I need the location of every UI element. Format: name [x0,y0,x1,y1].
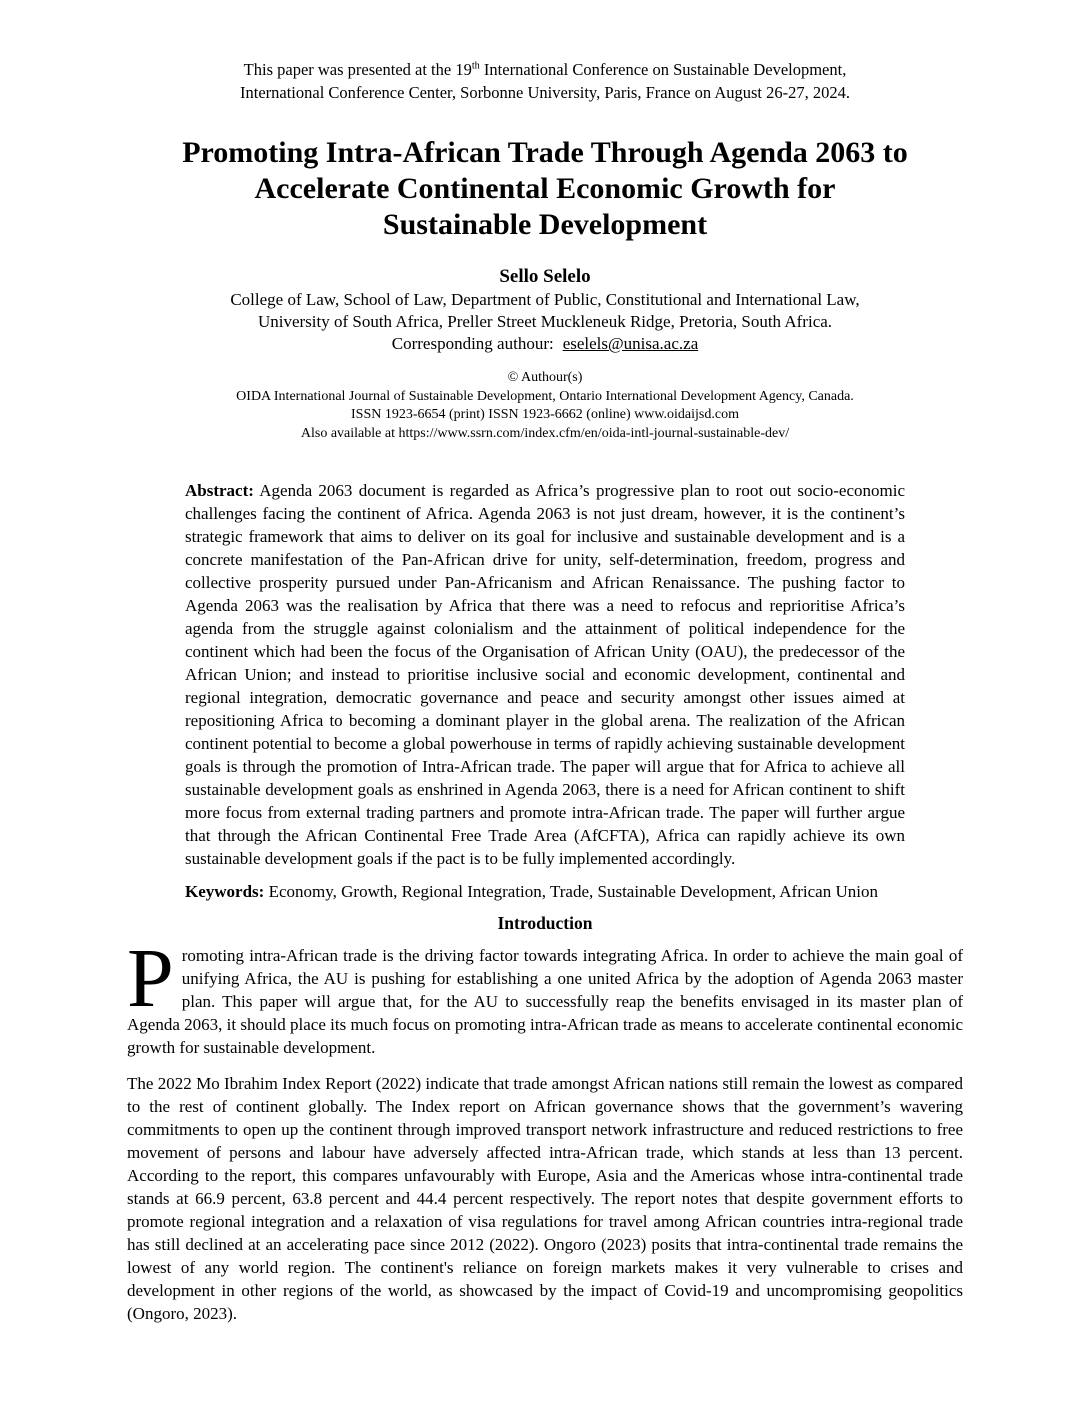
paper-title [127,135,963,243]
keywords-label: Keywords: [185,882,265,901]
conference-note [127,58,963,104]
introduction-heading: Introduction [497,913,593,933]
journal-line: OIDA International Journal of Sustainable Development, Ontario International Development Agency, Canada. [236,388,854,404]
intro-paragraph-2: The 2022 Mo Ibrahim Index Report (2022) indicate that trade amongst African nations still remain the lowest as compared to the rest of continent globally. The Index report on African governance shows that the government’s wavering commitments to open up the continent through improved transport network infrastructure and reduced restrictions to free movement of persons and labour have adversely affected intra-African trade, which stands at less than 13 percent. According to the report, this compares unfavourably with Europe, Asia and the Americas whose intra-continental trade stands at 66.9 percent, 63.8 percent and 44.4 percent respectively. The report notes that despite government efforts to promote regional integration and a relaxation of visa regulations for travel among African countries intra-regional trade has still declined at an accelerating pace since 2012 (2022). Ongoro (2023) posits that intra-continental trade remains the lowest of any world region. The continent's reliance on foreign markets makes it very vulnerable to crises and development in other regions of the world, as showcased by the impact of Covid-19 and uncompromising geopolitics (Ongoro, 2023). [127,1074,963,1323]
abstract-section [185,479,905,870]
corresponding-author-label: Corresponding authour: [391,334,554,353]
drop-cap-letter: P [127,932,174,1025]
intro-paragraph-1 [127,932,963,1059]
author-affiliation-line2: University of South Africa, Preller Street Muckleneuk Ridge, Pretoria, South Africa. [257,312,833,331]
conference-note-line1-continued: International Conference on Sustainable Development, [479,60,847,79]
ordinal-superscript: th [471,60,480,72]
keywords-section [185,880,905,903]
abstract-label: Abstract: [185,481,254,500]
paper-title-line3: Sustainable Development [382,208,708,241]
abstract-text: Agenda 2063 document is regarded as Africa’s progressive plan to root out socio-economic challenges facing the continent of Africa. Agenda 2063 is not just dream, however, it is the continent’s strategic framework that aims to deliver on its goal for inclusive and sustainable development and is a concrete manifestation of the Pan-African drive for unity, self-determination, freedom, progress and collective prosperity pursued under Pan-Africanism and African Renaissance. The pushing factor to Agenda 2063 was the realisation by Africa that there was a need to refocus and reprioritise Africa’s agenda from the struggle against colonialism and the attainment of political independence for the continent which had been the focus of the Organisation of African Unity (OAU), the predecessor of the African Union; and instead to prioritise inclusive social and economic development, continental and regional integration, democratic governance and peace and security amongst other issues aimed at repositioning Africa to becoming a dominant player in the global arena. The realization of the African continent potential to become a global powerhouse in terms of rapidly achieving sustainable development goals is through the promotion of Intra-African trade. The paper will argue that for Africa to achieve all sustainable development goals as enshrined in Agenda 2063, there is a need for African continent to shift more focus from external trading partners and promote intra-African trade. The paper will further argue that through the African Continental Free Trade Area (AfCFTA), Africa can rapidly achieve its own sustainable development goals if the pact is to be fully implemented accordingly. [185,481,905,868]
author-name: Sello Selelo [499,266,591,287]
copyright-line: © Authour(s) [507,370,583,385]
paper-title-line2: Accelerate Continental Economic Growth for [254,172,836,205]
author-affiliation-line1: College of Law, School of Law, Department of Public, Constitutional and International Law, [230,290,860,309]
keywords-text: Economy, Growth, Regional Integration, Trade, Sustainable Development, African Union [264,882,878,901]
author-block [127,264,963,355]
corresponding-author-line [127,333,963,355]
intro-paragraph-1-text: romoting intra-African trade is the driving factor towards integrating Africa. In order to achieve the main goal of unifying Africa, the AU is pushing for establishing a one united Africa by the adoption of Agenda 2063 master plan. This paper will argue that, for the AU to successfully reap the benefits envisaged in its master plan of Agenda 2063, it should place its much focus on promoting intra-African trade as means to accelerate continental economic growth for sustainable development. [127,946,963,1057]
conference-note-line1 [127,58,963,81]
imprint-block [127,369,963,443]
availability-line: Also available at https://www.ssrn.com/index.cfm/en/oida-intl-journal-sustainable-dev/ [300,425,790,441]
paper-title-line1: Promoting Intra-African Trade Through Agenda 2063 to [182,136,908,169]
issn-line: ISSN 1923-6654 (print) ISSN 1923-6662 (online) www.oidaijsd.com [351,407,739,422]
conference-note-line2: International Conference Center, Sorbonne University, Paris, France on August 26-27, 2024. [239,83,850,102]
corresponding-email-link[interactable]: eselels@unisa.ac.za [562,334,699,353]
conference-note-line1-text: This paper was presented at the 19 [243,60,472,79]
